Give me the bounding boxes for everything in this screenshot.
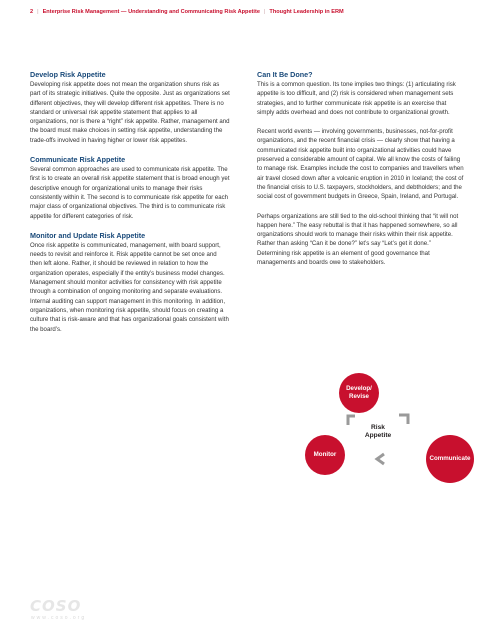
can-it-be-done-heading: Can It Be Done?: [257, 70, 313, 79]
right-column: [257, 70, 465, 277]
risk-appetite-label: Risk Appetite: [364, 424, 392, 439]
communicate-circle: Communicate: [426, 435, 474, 483]
coso-logo: COSO: [30, 597, 82, 615]
arrow-left-icon: [373, 452, 387, 466]
page-number: 2: [30, 9, 34, 15]
right-paragraph-1: This is a common question. Its tone implies two things: (1) articulating risk appetite is too difficult, and (2) risk is considered when management sets strategies, and to further communicate risk appetite is an exercise that simply adds overhead and does not contribute to organizational growth.: [257, 81, 456, 116]
develop-revise-circle: Develop/ Revise: [339, 373, 379, 413]
monitor-circle: Monitor: [305, 435, 345, 475]
right-paragraph-2: Recent world events — involving governments, businesses, not-for-profit organizations, and the recent financial crisis — clearly show that having a communicated risk appetite built into organizational activities could have preserved a considerable amount of capital. We all know the costs of failing to manage risk. Examples include the cost to companies and travellers when air travel closed down after a volcanic eruption in 2010 in Iceland; the cost of the financial crisis to U.S. taxpayers, stockholders, and debtholders; and the social cost of government budgets in Greece, Spain, Ireland, and Portugal.: [257, 128, 464, 201]
communicate-paragraph: Several common approaches are used to communicate risk appetite. The first is to create an overall risk appetite statement that is broad enough yet descriptive enough for organizational units to manage their risks consistently within it. The second is to communicate risk appetite for each major class of organizational objectives. The third is to communicate risk appetite for different categories of risk.: [30, 166, 230, 220]
communicate-heading: Communicate Risk Appetite: [30, 155, 126, 165]
header-title: Enterprise Risk Management — Understanding and Communicating Risk Appetite: [42, 9, 260, 15]
header-section: Thought Leadership in ERM: [269, 9, 344, 15]
left-column: [30, 70, 230, 344]
running-header: 2 | Enterprise Risk Management — Understanding and Communicating Risk Appetite | Thought Leadership in ERM: [30, 9, 344, 15]
monitor-heading: Monitor and Update Risk Appetite: [30, 230, 146, 240]
arrow-down-right-icon: [397, 413, 411, 427]
risk-appetite-cycle-diagram: [300, 368, 494, 478]
monitor-paragraph: Once risk appetite is communicated, management, with board support, needs to revisit and reinforce it. Risk appetite cannot be set once and then left alone. Rather, it should be reviewed in relation to how the organization operates, especially if the entity’s business model changes. Management should monitor activities for consistency with risk appetite through a combination of ongoing monitoring and separate evaluations. Internal auditing can support management in this monitoring. In addition, organizations, when monitoring risk appetite, should focus on creating a culture that is risk-aware and that has organizational goals consistent with the board’s.: [30, 241, 229, 333]
arrow-up-icon: [346, 413, 360, 427]
develop-paragraph: Developing risk appetite does not mean the organization shuns risk as part of its strategic initiatives. Quite the opposite. Just as organizations set different objectives, they will develop different risk appetites. There is no standard or universal risk appetite statement that applies to all organizations, nor is there a “right” risk appetite. Rather, management and the board must make choices in setting risk appetite, understanding the trade-offs involved in having higher or lower risk appetites.: [30, 81, 230, 144]
develop-heading: Develop Risk Appetite: [30, 70, 106, 79]
right-paragraph-3: Perhaps organizations are still tied to the old-school thinking that “it will not happen here.” The easy rebuttal is that it has happened somewhere, so all organizations should work to manage their risks within their risk appetite. Rather than asking “Can it be done?” let’s say “Let’s get it done.” Determining risk appetite is an element of good governance that managements and boards owe to stakeholders.: [257, 212, 459, 267]
coso-url: www.coso.org: [31, 615, 87, 621]
